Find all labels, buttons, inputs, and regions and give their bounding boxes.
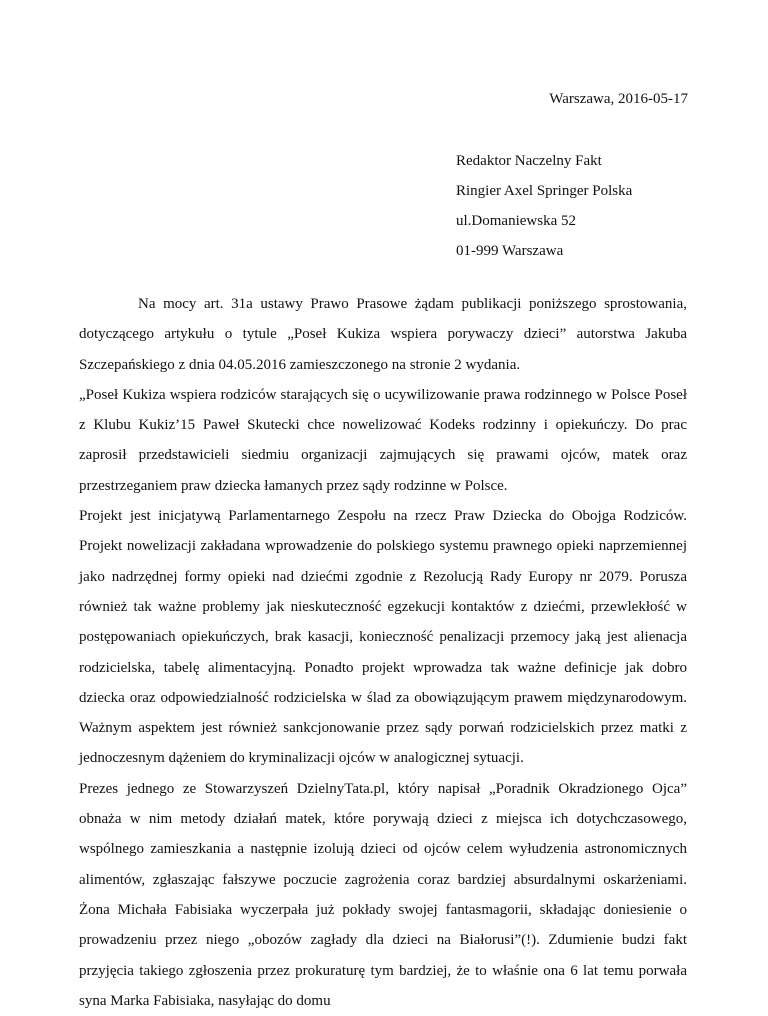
- addressee-line: Ringier Axel Springer Polska: [456, 183, 633, 199]
- letter-body: [79, 289, 687, 1016]
- addressee-line: 01-999 Warszawa: [456, 243, 564, 259]
- correction-paragraph: „Poseł Kukiza wspiera rodziców starających się o ucywilizowanie prawa rodzinnego w Polsce Poseł z Klubu Kukiz’15 Paweł Skutecki chce nowelizować Kodeks rodzinny i opiekuńczy. Do prac zaprosił przedstawicieli siedmiu organizacji zajmujących się prawami ojców, matek oraz przestrzeganiem praw dziecka łamanych przez sądy rodzinne w Polsce.: [79, 386, 687, 494]
- project-paragraph: Projekt jest inicjatywą Parlamentarnego Zespołu na rzecz Praw Dziecka do Obojga Rodziców. Projekt nowelizacji zakładana wprowadzenie do polskiego systemu prawnego opieki naprzemiennej jako nadrzędnej formy opieki nad dziećmi zgodnie z Rezolucją Rady Europy nr 2079. Porusza również tak ważne problemy jak nieskuteczność egzekucji kontaktów z dziećmi, przewlekłość w postępowaniach opiekuńczych, brak kasacji, konieczność penalizacji przemocy jaką jest alienacja rodzicielska, tabelę alimentacyjną. Ponadto projekt wprowadza tak ważne definicje jak dobro dziecka oraz odpowiedzialność rodzicielska w ślad za obowiązującym prawem międzynarodowym. Ważnym aspektem jest również sankcjonowanie przez sądy porwań rodzicielskich przez matki z jednoczesnym dążeniem do kryminalizacji ojców w analogicznej sytuacji.: [79, 508, 687, 767]
- addressee-line: ul.Domaniewska 52: [456, 213, 576, 229]
- date-line: Warszawa, 2016-05-17: [549, 91, 688, 107]
- intro-paragraph: Na mocy art. 31a ustawy Prawo Prasowe żądam publikacji poniższego sprostowania, dotyczącego artykułu o tytule „Poseł Kukiza wspiera porywaczy dzieci” autorstwa Jakuba Szczepańskiego z dnia 04.05.2016 zamieszczonego na stronie 2 wydania.: [79, 296, 687, 373]
- addressee-block: [456, 146, 632, 266]
- addressee-line: Redaktor Naczelny Fakt: [456, 153, 602, 169]
- president-paragraph: Prezes jednego ze Stowarzyszeń DzielnyTata.pl, który napisał „Poradnik Okradzionego Ojca” obnaża w nim metody działań matek, które porywają dzieci z miejsca ich dotychczasowego, wspólnego zamieszkania a następnie izolują dzieci od ojców celem wyłudzenia astronomicznych alimentów, zgłaszając fałszywe poczucie zagrożenia coraz bardziej absurdalnymi oskarżeniami. Żona Michała Fabisiaka wyczerpała już pokłady swojej fantasmagorii, składając doniesienie o prowadzeniu przez niego „obozów zagłady dla dzieci na Białorusi”(!). Zdumienie budzi fakt przyjęcia takiego zgłoszenia przez prokuraturę tym bardziej, że to właśnie ona 6 lat temu porwała syna Marka Fabisiaka, nasyłając do domu: [79, 780, 687, 1009]
